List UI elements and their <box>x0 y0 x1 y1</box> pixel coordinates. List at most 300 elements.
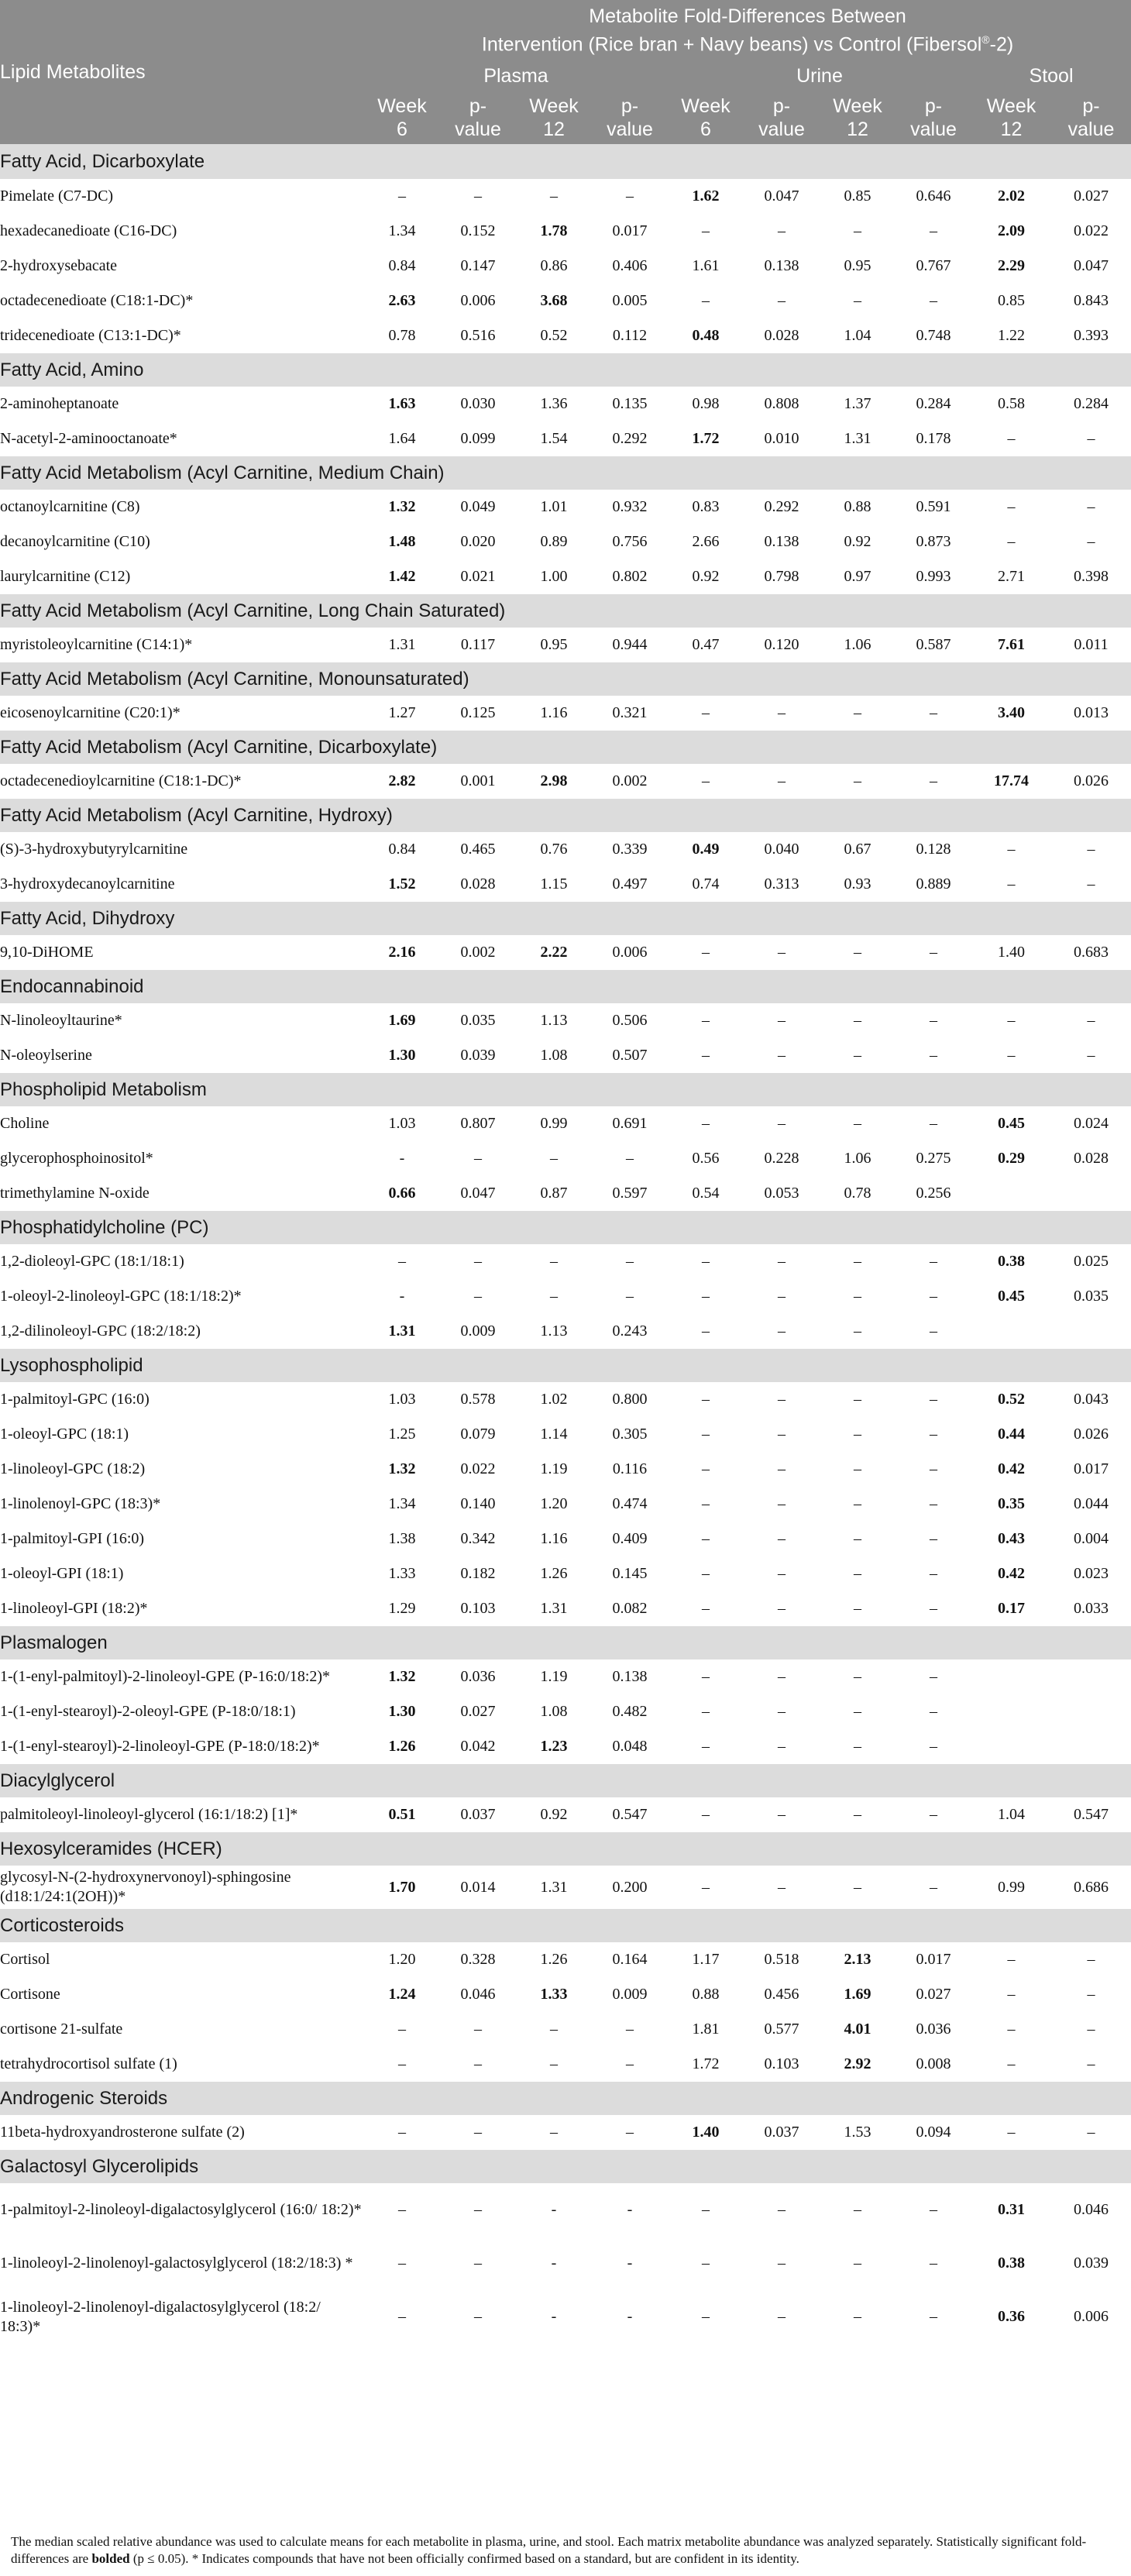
fold-difference-cell: – <box>971 2012 1051 2047</box>
p-value-cell: – <box>896 1591 971 1626</box>
metabolite-name: 2-aminoheptanoate <box>0 387 364 421</box>
fold-difference-cell: – <box>971 1003 1051 1038</box>
p-value-cell: 0.932 <box>592 490 668 524</box>
table-row <box>0 1977 1131 2012</box>
p-value-cell: 0.807 <box>440 1106 516 1141</box>
p-value-cell: 0.243 <box>592 1314 668 1349</box>
fold-difference-cell: 1.69 <box>364 1003 440 1038</box>
p-value-cell: 0.135 <box>592 387 668 421</box>
p-value-cell: – <box>896 1797 971 1832</box>
fold-difference-cell: 0.38 <box>971 1244 1051 1279</box>
fold-difference-cell: – <box>516 2012 592 2047</box>
fold-difference-cell: 2.13 <box>820 1942 896 1977</box>
p-value-cell: 0.005 <box>592 284 668 318</box>
p-value-cell: 0.036 <box>440 1659 516 1694</box>
table-row <box>0 764 1131 799</box>
p-value-cell: 0.843 <box>1051 284 1131 318</box>
p-value-cell: – <box>592 179 668 214</box>
fold-difference-cell: 1.20 <box>364 1942 440 1977</box>
metabolite-name: 11beta-hydroxyandrosterone sulfate (2) <box>0 2115 364 2150</box>
p-value-cell: – <box>1051 1942 1131 1977</box>
p-value-cell: 0.026 <box>1051 1417 1131 1452</box>
p-value-cell: 0.409 <box>592 1522 668 1556</box>
p-value-cell: 0.406 <box>592 249 668 284</box>
p-value-cell: – <box>440 2115 516 2150</box>
fold-difference-cell: – <box>364 2115 440 2150</box>
p-value-cell: 0.516 <box>440 318 516 353</box>
p-value-cell: – <box>896 1694 971 1729</box>
column-header: p- value <box>440 91 516 144</box>
p-value-cell: – <box>896 1417 971 1452</box>
p-value-cell: – <box>744 764 820 799</box>
p-value-cell: 0.138 <box>592 1659 668 1694</box>
p-value-cell: 0.002 <box>440 935 516 970</box>
p-value-cell: 0.147 <box>440 249 516 284</box>
fold-difference-cell: 0.66 <box>364 1176 440 1211</box>
fold-difference-cell: 0.92 <box>668 559 744 594</box>
p-value-cell: 0.040 <box>744 832 820 867</box>
fold-difference-cell: 1.13 <box>516 1314 592 1349</box>
fold-difference-cell: 1.63 <box>364 387 440 421</box>
table-row <box>0 524 1131 559</box>
column-header: Week 6 <box>364 91 440 144</box>
fold-difference-cell: – <box>820 935 896 970</box>
fold-difference-cell: 0.88 <box>668 1977 744 2012</box>
p-value-cell: – <box>744 1522 820 1556</box>
p-value-cell: 0.140 <box>440 1487 516 1522</box>
fold-difference-cell: 1.64 <box>364 421 440 456</box>
fold-difference-cell: 7.61 <box>971 628 1051 662</box>
p-value-cell: 0.048 <box>592 1729 668 1764</box>
p-value-cell: 0.053 <box>744 1176 820 1211</box>
fold-difference-cell: – <box>668 1382 744 1417</box>
table-row <box>0 1176 1131 1211</box>
table-row <box>0 1659 1131 1694</box>
p-value-cell: 0.035 <box>440 1003 516 1038</box>
fold-difference-cell: 0.93 <box>820 867 896 902</box>
p-value-cell: 0.547 <box>1051 1797 1131 1832</box>
table-row <box>0 696 1131 731</box>
fold-difference-cell: 0.84 <box>364 249 440 284</box>
fold-difference-cell: – <box>820 2290 896 2344</box>
metabolite-name: 1-palmitoyl-2-linoleoyl-digalactosylglycerol (16:0/ 18:2)* <box>0 2183 364 2237</box>
section-header <box>0 353 1131 387</box>
p-value-cell: 0.043 <box>1051 1382 1131 1417</box>
p-value-cell: 0.398 <box>1051 559 1131 594</box>
table-row <box>0 1003 1131 1038</box>
p-value-cell: – <box>744 1866 820 1909</box>
metabolite-name: 2-hydroxysebacate <box>0 249 364 284</box>
p-value-cell: 0.013 <box>1051 696 1131 731</box>
fold-difference-cell: – <box>971 2047 1051 2082</box>
fold-difference-cell: 1.29 <box>364 1591 440 1626</box>
fold-difference-cell: 0.49 <box>668 832 744 867</box>
p-value-cell: 0.006 <box>1051 2290 1131 2344</box>
fold-difference-cell: 1.16 <box>516 696 592 731</box>
p-value-cell: – <box>744 1591 820 1626</box>
table-row <box>0 1797 1131 1832</box>
metabolite-name: 1-linoleoyl-2-linolenoyl-digalactosylglycerol (18:2/ 18:3)* <box>0 2290 364 2344</box>
fold-difference-cell <box>971 1694 1051 1729</box>
column-header: p- value <box>592 91 668 144</box>
p-value-cell: – <box>744 1487 820 1522</box>
p-value-cell: 0.033 <box>1051 1591 1131 1626</box>
section-title: Fatty Acid Metabolism (Acyl Carnitine, Monounsaturated) <box>0 662 1131 696</box>
fold-difference-cell: 1.72 <box>668 421 744 456</box>
p-value-cell: – <box>896 2183 971 2237</box>
fold-difference-cell: 0.31 <box>971 2183 1051 2237</box>
metabolite-name: octanoylcarnitine (C8) <box>0 490 364 524</box>
fold-difference-cell: – <box>820 1694 896 1729</box>
table-row <box>0 1487 1131 1522</box>
p-value-cell: 0.152 <box>440 214 516 249</box>
fold-difference-cell: 0.95 <box>820 249 896 284</box>
p-value-cell: – <box>896 1487 971 1522</box>
fold-difference-cell: 2.29 <box>971 249 1051 284</box>
table-row <box>0 387 1131 421</box>
p-value-cell: – <box>744 2237 820 2290</box>
p-value-cell: 0.339 <box>592 832 668 867</box>
section-title: Plasmalogen <box>0 1626 1131 1659</box>
section-title: Diacylglycerol <box>0 1764 1131 1797</box>
fold-difference-cell: – <box>820 1487 896 1522</box>
p-value-cell <box>1051 1176 1131 1211</box>
p-value-cell: – <box>440 179 516 214</box>
fold-difference-cell: – <box>668 2183 744 2237</box>
fold-difference-cell: – <box>668 696 744 731</box>
table-row <box>0 2183 1131 2237</box>
table-row <box>0 1694 1131 1729</box>
p-value-cell: 0.802 <box>592 559 668 594</box>
p-value-cell: 0.683 <box>1051 935 1131 970</box>
table-row <box>0 2047 1131 2082</box>
p-value-cell: – <box>896 764 971 799</box>
fold-difference-cell: 2.16 <box>364 935 440 970</box>
table-row <box>0 2237 1131 2290</box>
p-value-cell: 0.993 <box>896 559 971 594</box>
fold-difference-cell: 1.33 <box>516 1977 592 2012</box>
table-row <box>0 2290 1131 2344</box>
fold-difference-cell: – <box>820 1556 896 1591</box>
p-value-cell: – <box>896 214 971 249</box>
section-header <box>0 1073 1131 1106</box>
p-value-cell: 0.748 <box>896 318 971 353</box>
fold-difference-cell: 0.67 <box>820 832 896 867</box>
p-value-cell: 0.046 <box>440 1977 516 2012</box>
p-value-cell: 0.026 <box>1051 764 1131 799</box>
fold-difference-cell: – <box>820 214 896 249</box>
fold-difference-cell: 0.54 <box>668 1176 744 1211</box>
p-value-cell: – <box>744 935 820 970</box>
fold-difference-cell: 0.87 <box>516 1176 592 1211</box>
table-row <box>0 1314 1131 1349</box>
metabolite-name: trimethylamine N-oxide <box>0 1176 364 1211</box>
group-urine: Urine <box>668 60 971 91</box>
p-value-cell: 0.103 <box>440 1591 516 1626</box>
p-value-cell: - <box>592 2237 668 2290</box>
fold-difference-cell: – <box>668 2237 744 2290</box>
group-plasma: Plasma <box>364 60 668 91</box>
p-value-cell: – <box>440 2047 516 2082</box>
fold-difference-cell: 0.44 <box>971 1417 1051 1452</box>
fold-difference-cell: 1.72 <box>668 2047 744 2082</box>
fold-difference-cell: 1.34 <box>364 214 440 249</box>
p-value-cell: 0.027 <box>896 1977 971 2012</box>
p-value-cell: – <box>1051 421 1131 456</box>
table-row <box>0 2115 1131 2150</box>
table-row <box>0 1106 1131 1141</box>
fold-difference-cell: – <box>668 214 744 249</box>
fold-difference-cell: 1.26 <box>516 1556 592 1591</box>
p-value-cell: 0.006 <box>440 284 516 318</box>
fold-difference-cell: 1.04 <box>820 318 896 353</box>
fold-difference-cell: 0.95 <box>516 628 592 662</box>
p-value-cell: – <box>744 1244 820 1279</box>
fold-difference-cell: 0.52 <box>971 1382 1051 1417</box>
p-value-cell: 0.010 <box>744 421 820 456</box>
p-value-cell: 0.686 <box>1051 1866 1131 1909</box>
fold-difference-cell: 0.98 <box>668 387 744 421</box>
fold-difference-cell: – <box>820 1729 896 1764</box>
fold-difference-cell: – <box>364 2237 440 2290</box>
p-value-cell: - <box>592 2290 668 2344</box>
section-title: Fatty Acid, Amino <box>0 353 1131 387</box>
p-value-cell: 0.037 <box>440 1797 516 1832</box>
p-value-cell: – <box>1051 1038 1131 1073</box>
table-row <box>0 249 1131 284</box>
p-value-cell: 0.008 <box>896 2047 971 2082</box>
fold-difference-cell: 0.29 <box>971 1141 1051 1176</box>
fold-difference-cell: – <box>820 2183 896 2237</box>
fold-difference-cell: 17.74 <box>971 764 1051 799</box>
fold-difference-cell: 1.03 <box>364 1106 440 1141</box>
p-value-cell: 0.049 <box>440 490 516 524</box>
fold-difference-cell: – <box>668 1314 744 1349</box>
p-value-cell: 0.275 <box>896 1141 971 1176</box>
fold-difference-cell: – <box>668 1591 744 1626</box>
table-title-line2: Intervention (Rice bran + Navy beans) vs Control (Fibersol®-2) <box>481 33 1014 56</box>
fold-difference-cell: – <box>668 1038 744 1073</box>
p-value-cell: 0.800 <box>592 1382 668 1417</box>
fold-difference-cell: 1.70 <box>364 1866 440 1909</box>
p-value-cell: 0.082 <box>592 1591 668 1626</box>
fold-difference-cell: 1.40 <box>971 935 1051 970</box>
p-value-cell: – <box>592 1141 668 1176</box>
fold-difference-cell: – <box>516 1141 592 1176</box>
fold-difference-cell: – <box>668 1659 744 1694</box>
p-value-cell: 0.547 <box>592 1797 668 1832</box>
p-value-cell: 0.313 <box>744 867 820 902</box>
fold-difference-cell: – <box>820 1417 896 1452</box>
section-title: Phosphatidylcholine (PC) <box>0 1211 1131 1244</box>
p-value-cell: 0.465 <box>440 832 516 867</box>
p-value-cell: 0.578 <box>440 1382 516 1417</box>
p-value-cell: – <box>440 2012 516 2047</box>
metabolite-name: palmitoleoyl-linoleoyl-glycerol (16:1/18:2) [1]* <box>0 1797 364 1832</box>
table-row <box>0 421 1131 456</box>
p-value-cell: – <box>896 1314 971 1349</box>
section-title: Fatty Acid, Dicarboxylate <box>0 144 1131 179</box>
p-value-cell: 0.004 <box>1051 1522 1131 1556</box>
fold-difference-cell: 1.24 <box>364 1977 440 2012</box>
p-value-cell: 0.228 <box>744 1141 820 1176</box>
metabolite-name: myristoleoylcarnitine (C14:1)* <box>0 628 364 662</box>
fold-difference-cell: 1.69 <box>820 1977 896 2012</box>
fold-difference-cell: 0.92 <box>820 524 896 559</box>
fold-difference-cell: 0.85 <box>820 179 896 214</box>
fold-difference-cell: 0.17 <box>971 1591 1051 1626</box>
p-value-cell: – <box>896 2290 971 2344</box>
metabolite-name: 9,10-DiHOME <box>0 935 364 970</box>
fold-difference-cell: 0.42 <box>971 1556 1051 1591</box>
fold-difference-cell <box>971 1176 1051 1211</box>
p-value-cell: 0.047 <box>440 1176 516 1211</box>
fold-difference-cell: – <box>516 2115 592 2150</box>
metabolite-name: 1,2-dioleoyl-GPC (18:1/18:1) <box>0 1244 364 1279</box>
p-value-cell: – <box>1051 2115 1131 2150</box>
fold-difference-cell: 1.23 <box>516 1729 592 1764</box>
p-value-cell: 0.200 <box>592 1866 668 1909</box>
p-value-cell: – <box>744 1417 820 1452</box>
fold-difference-cell: – <box>820 696 896 731</box>
p-value-cell: 0.036 <box>896 2012 971 2047</box>
p-value-cell: – <box>744 1556 820 1591</box>
fold-difference-cell: 0.51 <box>364 1797 440 1832</box>
table-row <box>0 1942 1131 1977</box>
p-value-cell: – <box>440 1141 516 1176</box>
fold-difference-cell: – <box>516 1279 592 1314</box>
p-value-cell: – <box>896 284 971 318</box>
fold-difference-cell: 1.03 <box>364 1382 440 1417</box>
p-value-cell: – <box>744 1659 820 1694</box>
p-value-cell: 0.256 <box>896 1176 971 1211</box>
fold-difference-cell <box>971 1729 1051 1764</box>
fold-difference-cell: – <box>516 2047 592 2082</box>
table-row <box>0 214 1131 249</box>
fold-difference-cell: 1.31 <box>364 1314 440 1349</box>
section-title: Androgenic Steroids <box>0 2082 1131 2115</box>
fold-difference-cell: 1.08 <box>516 1038 592 1073</box>
fold-difference-cell: 1.06 <box>820 1141 896 1176</box>
p-value-cell: 0.009 <box>440 1314 516 1349</box>
p-value-cell: 0.120 <box>744 628 820 662</box>
fold-difference-cell: 2.92 <box>820 2047 896 2082</box>
section-title: Hexosylceramides (HCER) <box>0 1832 1131 1866</box>
fold-difference-cell: 1.01 <box>516 490 592 524</box>
p-value-cell: 0.022 <box>1051 214 1131 249</box>
metabolite-name: 1-linoleoyl-GPC (18:2) <box>0 1452 364 1487</box>
p-value-cell: – <box>744 1038 820 1073</box>
p-value-cell: 0.292 <box>592 421 668 456</box>
p-value-cell: 0.047 <box>744 179 820 214</box>
p-value-cell: – <box>1051 2047 1131 2082</box>
p-value-cell: 0.342 <box>440 1522 516 1556</box>
fold-difference-cell: 0.83 <box>668 490 744 524</box>
metabolite-name: 1-(1-enyl-palmitoyl)-2-linoleoyl-GPE (P-16:0/18:2)* <box>0 1659 364 1694</box>
p-value-cell <box>1051 1314 1131 1349</box>
p-value-cell: 0.138 <box>744 249 820 284</box>
fold-difference-cell: 0.99 <box>971 1866 1051 1909</box>
p-value-cell: 0.017 <box>1051 1452 1131 1487</box>
fold-difference-cell: – <box>820 1382 896 1417</box>
fold-difference-cell: – <box>668 935 744 970</box>
p-value-cell: – <box>1051 1003 1131 1038</box>
metabolite-name: 1-palmitoyl-GPC (16:0) <box>0 1382 364 1417</box>
p-value-cell: 0.497 <box>592 867 668 902</box>
fold-difference-cell: – <box>971 1977 1051 2012</box>
metabolite-name: N-acetyl-2-aminooctanoate* <box>0 421 364 456</box>
p-value-cell: 0.292 <box>744 490 820 524</box>
metabolite-name: (S)-3-hydroxybutyrylcarnitine <box>0 832 364 867</box>
metabolite-name: tetrahydrocortisol sulfate (1) <box>0 2047 364 2082</box>
p-value-cell: – <box>896 935 971 970</box>
section-header <box>0 2150 1131 2183</box>
fold-difference-cell: 0.58 <box>971 387 1051 421</box>
metabolite-name: 1-palmitoyl-GPI (16:0) <box>0 1522 364 1556</box>
p-value-cell: 0.022 <box>440 1452 516 1487</box>
table-row <box>0 2012 1131 2047</box>
metabolite-name: 1-linolenoyl-GPC (18:3)* <box>0 1487 364 1522</box>
p-value-cell: 0.587 <box>896 628 971 662</box>
fold-difference-cell: 1.17 <box>668 1942 744 1977</box>
metabolite-name: eicosenoylcarnitine (C20:1)* <box>0 696 364 731</box>
section-header <box>0 2082 1131 2115</box>
fold-difference-cell: 0.85 <box>971 284 1051 318</box>
column-header: p- value <box>896 91 971 144</box>
lipid-metabolites-header: Lipid Metabolites <box>0 0 364 144</box>
p-value-cell: – <box>744 284 820 318</box>
fold-difference-cell: – <box>668 1106 744 1141</box>
fold-difference-cell: 1.30 <box>364 1038 440 1073</box>
section-header <box>0 662 1131 696</box>
table-row <box>0 1279 1131 1314</box>
p-value-cell: – <box>744 1452 820 1487</box>
p-value-cell <box>1051 1659 1131 1694</box>
table-row <box>0 318 1131 353</box>
p-value-cell: 0.020 <box>440 524 516 559</box>
fold-difference-cell <box>971 1659 1051 1694</box>
fold-difference-cell: – <box>364 2183 440 2237</box>
fold-difference-cell: – <box>971 524 1051 559</box>
fold-difference-cell: – <box>820 284 896 318</box>
p-value-cell: 0.182 <box>440 1556 516 1591</box>
table-row <box>0 628 1131 662</box>
fold-difference-cell: – <box>668 284 744 318</box>
p-value-cell: – <box>744 2183 820 2237</box>
p-value-cell: 0.044 <box>1051 1487 1131 1522</box>
table-row <box>0 1866 1131 1909</box>
p-value-cell: – <box>896 1452 971 1487</box>
table-row <box>0 284 1131 318</box>
fold-difference-cell: 0.88 <box>820 490 896 524</box>
fold-difference-cell: 1.53 <box>820 2115 896 2150</box>
p-value-cell: 0.094 <box>896 2115 971 2150</box>
fold-difference-cell: – <box>668 1417 744 1452</box>
fold-difference-cell: – <box>668 1452 744 1487</box>
fold-difference-cell: 0.84 <box>364 832 440 867</box>
fold-difference-cell: 0.48 <box>668 318 744 353</box>
fold-difference-cell: 2.02 <box>971 179 1051 214</box>
p-value-cell: 0.023 <box>1051 1556 1131 1591</box>
fold-difference-cell: 2.09 <box>971 214 1051 249</box>
fold-difference-cell: – <box>820 764 896 799</box>
fold-difference-cell: – <box>971 490 1051 524</box>
fold-difference-cell: 0.92 <box>516 1797 592 1832</box>
fold-difference-cell: 1.32 <box>364 1659 440 1694</box>
metabolite-name: hexadecanedioate (C16-DC) <box>0 214 364 249</box>
p-value-cell: 0.006 <box>592 935 668 970</box>
section-header <box>0 1764 1131 1797</box>
